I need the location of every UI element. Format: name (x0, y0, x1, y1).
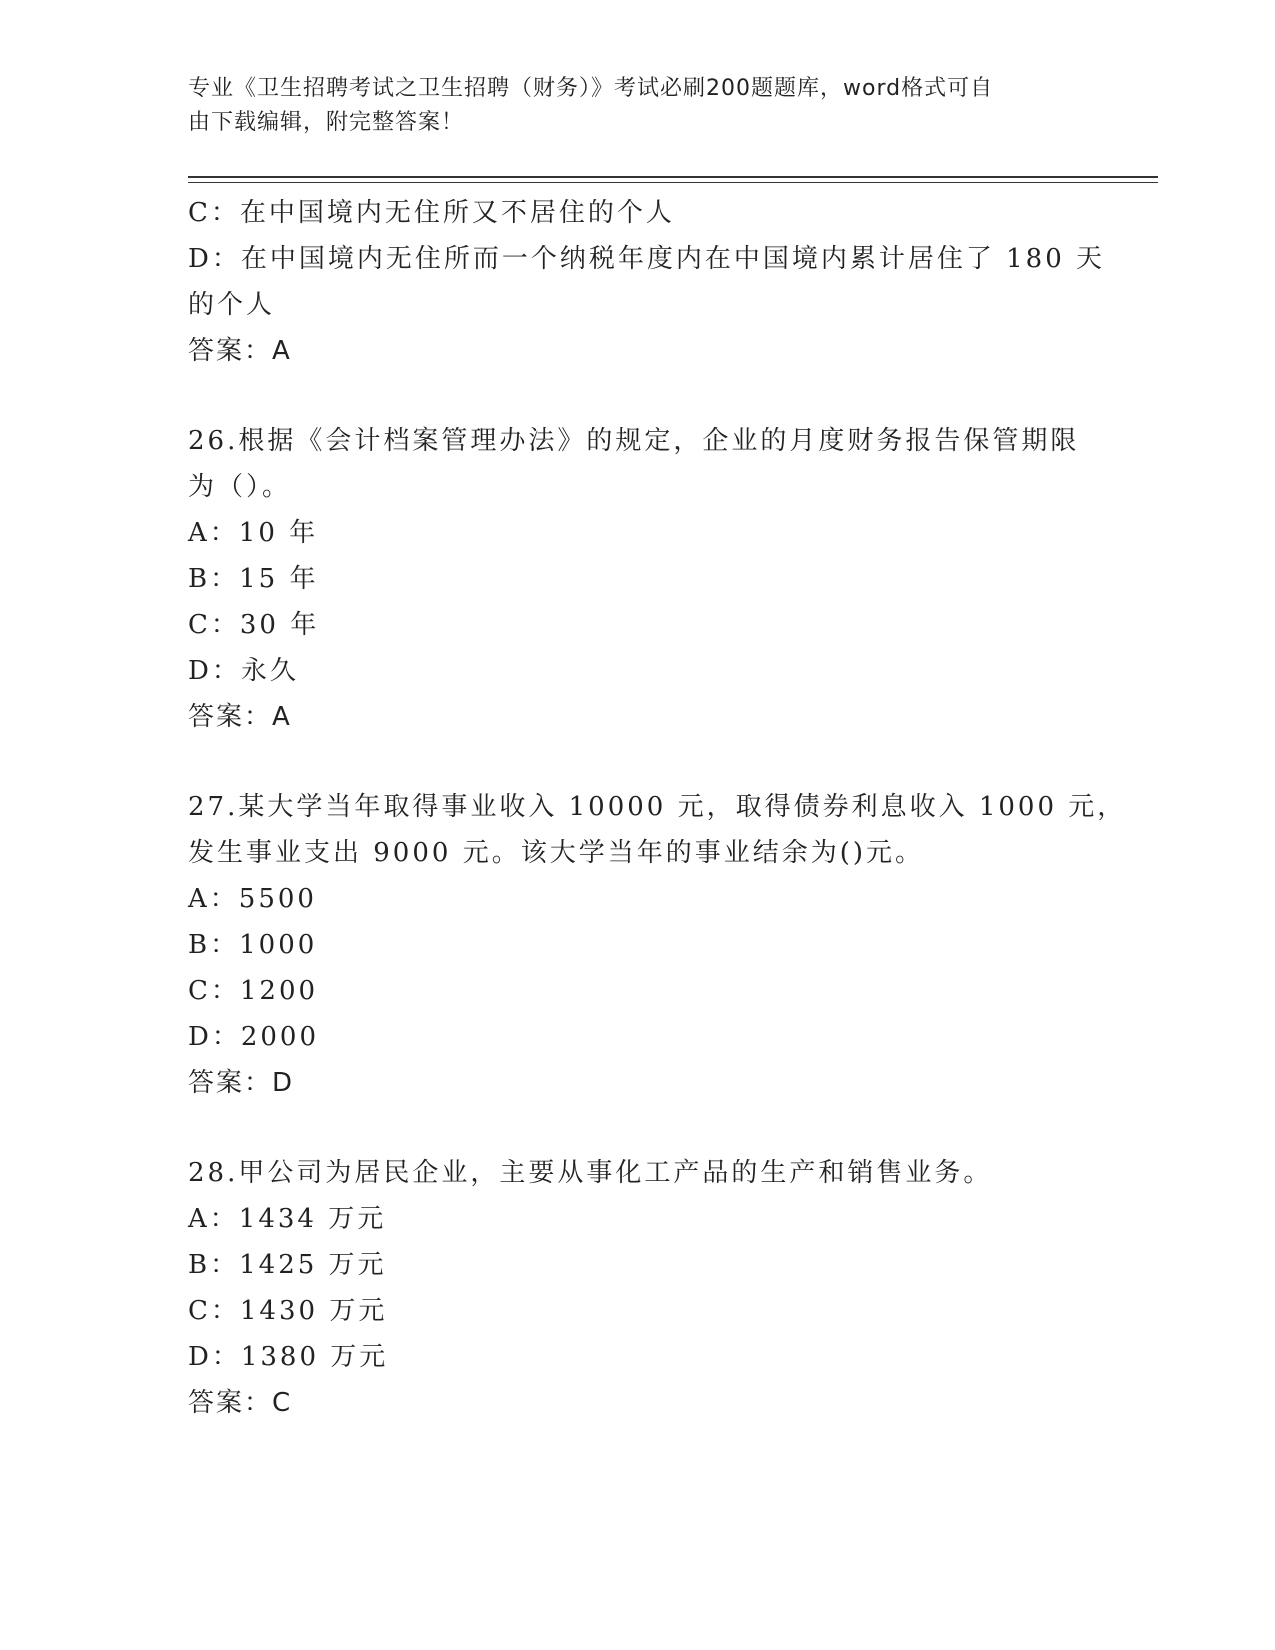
option-d: D：在中国境内无住所而一个纳税年度内在中国境内累计居住了 180 天 (188, 244, 1106, 274)
question-25 (188, 190, 1106, 374)
answer: 答案：D (188, 1068, 295, 1098)
spacer (188, 374, 1088, 418)
question-list (188, 190, 1127, 1426)
answer: 答案：A (188, 336, 292, 366)
header-divider-top (188, 176, 1158, 178)
question-stem: 27.某大学当年取得事业收入 10000 元，取得债券利息收入 1000 元， (188, 792, 1127, 822)
spacer (188, 1106, 1088, 1150)
option-d: D：2000 (188, 1022, 320, 1052)
option-b: B：15 年 (188, 564, 319, 594)
answer: 答案：A (188, 702, 292, 732)
question-27 (188, 784, 1127, 1106)
option-a: A：10 年 (188, 518, 319, 548)
answer: 答案：C (188, 1388, 293, 1418)
spacer (188, 740, 1088, 784)
option-b: B：1425 万元 (188, 1250, 387, 1280)
header-divider-bottom (188, 182, 1158, 183)
option-d: D：1380 万元 (188, 1342, 389, 1372)
option-d: D：永久 (188, 656, 299, 686)
header-line-1: 专业《卫生招聘考试之卫生招聘（财务）》考试必刷200题题库，word格式可自 (188, 76, 994, 101)
option-c: C：在中国境内无住所又不居住的个人 (188, 198, 675, 228)
question-26 (188, 418, 1088, 740)
option-c: C：30 年 (188, 610, 320, 640)
question-stem-continued: 为（）。 (188, 472, 292, 502)
option-a: A：1434 万元 (188, 1204, 387, 1234)
option-b: B：1000 (188, 930, 318, 960)
option-d-continued: 的个人 (188, 290, 276, 320)
option-c: C：1200 (188, 976, 319, 1006)
header-line-2: 由下载编辑，附完整答案！ (188, 110, 465, 135)
document-header (188, 72, 1068, 140)
option-a: A：5500 (188, 884, 317, 914)
question-28 (188, 1150, 1088, 1426)
option-c: C：1430 万元 (188, 1296, 388, 1326)
question-stem: 28.甲公司为居民企业，主要从事化工产品的生产和销售业务。 (188, 1158, 993, 1188)
question-stem-continued: 发生事业支出 9000 元。该大学当年的事业结余为()元。 (188, 838, 924, 868)
question-stem: 26.根据《会计档案管理办法》的规定，企业的月度财务报告保管期限 (188, 426, 1080, 456)
